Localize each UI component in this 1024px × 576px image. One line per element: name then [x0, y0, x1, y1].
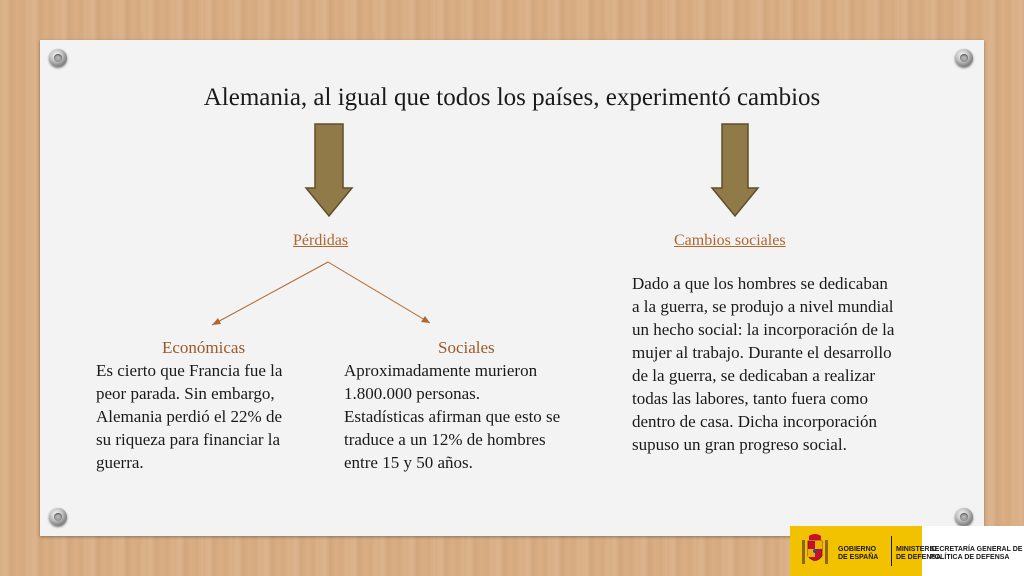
- slide-title: Alemania, al igual que todos los países, experimentó cambios: [203, 84, 821, 111]
- branch-arrowhead-right: [421, 316, 430, 323]
- text-line: un hecho social: la incorporación de la: [632, 320, 895, 339]
- text-line: a la guerra, se produjo a nivel mundial: [632, 297, 894, 316]
- text-line: de la guerra, se dedicaban a realizar: [632, 366, 876, 385]
- economicas-text: [96, 359, 326, 474]
- footer-line: SECRETARÍA GENERAL DE: [930, 546, 1023, 553]
- text-line: 1.800.000 personas.: [344, 384, 480, 403]
- text-line: traduce a un 12% de hombres: [344, 430, 546, 449]
- gobierno-text: [838, 546, 878, 562]
- footer-line: POLÍTICA DE DEFENSA: [930, 554, 1010, 561]
- coat-of-arms-icon: [800, 532, 830, 570]
- cambios-sociales-label[interactable]: Cambios sociales: [674, 232, 786, 249]
- text-line: supuso un gran progreso social.: [632, 435, 847, 454]
- sociales-heading: Sociales: [438, 338, 495, 357]
- text-line: Dado a que los hombres se dedicaban: [632, 274, 888, 293]
- down-arrow-right: [712, 124, 758, 216]
- text-line: Alemania perdió el 22% de: [96, 407, 282, 426]
- footer-line: MINISTERIO: [896, 546, 937, 553]
- branch-line-left: [212, 262, 328, 325]
- sociales-text: [344, 359, 604, 474]
- footer-line: DE ESPAÑA: [838, 554, 879, 561]
- branch-arrowhead-left: [212, 318, 221, 325]
- text-line: entre 15 y 50 años.: [344, 453, 473, 472]
- text-line: Es cierto que Francia fue la: [96, 361, 283, 380]
- footer-line: DE DEFENSA: [896, 554, 942, 561]
- text-line: dentro de casa. Dicha incorporación: [632, 412, 877, 431]
- text-line: todas las labores, tanto fuera como: [632, 389, 869, 408]
- text-line: mujer al trabajo. Durante el desarrollo: [632, 343, 892, 362]
- down-arrow-left: [306, 124, 352, 216]
- footer-divider: [891, 536, 892, 566]
- economicas-heading: Económicas: [162, 338, 246, 357]
- text-line: peor parada. Sin embargo,: [96, 384, 275, 403]
- text-line: Estadísticas afirman que esto se: [344, 407, 561, 426]
- text-line: su riqueza para financiar la: [96, 430, 281, 449]
- government-footer-logo: [790, 526, 1024, 576]
- branch-line-right: [328, 262, 430, 323]
- text-line: guerra.: [96, 453, 144, 472]
- text-line: Aproximadamente murieron: [344, 361, 538, 380]
- footer-line: GOBIERNO: [838, 546, 877, 553]
- secretaria-text: [930, 546, 1022, 562]
- cambios-sociales-text: [632, 272, 952, 456]
- perdidas-label[interactable]: Pérdidas: [293, 232, 349, 249]
